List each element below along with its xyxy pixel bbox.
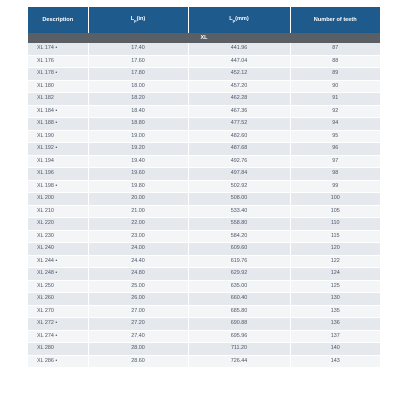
row-teeth: 97 [290, 155, 380, 168]
table-row [28, 218, 380, 231]
table-row [28, 93, 380, 106]
row-teeth: 100 [290, 193, 380, 206]
table-row [28, 130, 380, 143]
row-teeth: 90 [290, 80, 380, 93]
row-teeth: 136 [290, 318, 380, 331]
row-length-mm: 533.40 [188, 205, 290, 218]
row-length-mm: 695.96 [188, 330, 290, 343]
row-description: XL 286 • [28, 355, 88, 368]
row-length-mm: 508.00 [188, 193, 290, 206]
row-description: XL 176 [28, 55, 88, 68]
header-pitch-length-in [88, 7, 188, 33]
group-row [28, 33, 380, 43]
row-length-in: 26.00 [88, 293, 188, 306]
row-length-in: 27.00 [88, 305, 188, 318]
row-description: XL 180 [28, 80, 88, 93]
header-description: Description [28, 7, 88, 33]
row-teeth: 130 [290, 293, 380, 306]
row-length-in: 25.00 [88, 280, 188, 293]
row-description: XL 260 [28, 293, 88, 306]
row-teeth: 94 [290, 118, 380, 131]
row-length-mm: 558.80 [188, 218, 290, 231]
table-row [28, 143, 380, 156]
row-length-in: 28.00 [88, 343, 188, 356]
row-length-in: 28.60 [88, 355, 188, 368]
row-length-in: 24.40 [88, 255, 188, 268]
row-length-in: 19.80 [88, 180, 188, 193]
row-length-mm: 609.60 [188, 243, 290, 256]
row-length-in: 27.40 [88, 330, 188, 343]
row-length-mm: 584.20 [188, 230, 290, 243]
group-label: XL [28, 33, 380, 43]
table-row [28, 55, 380, 68]
row-description: XL 184 • [28, 105, 88, 118]
header-lp-mm-subscript: p [232, 18, 236, 24]
table-row [28, 255, 380, 268]
header-lp-in-letter: L [130, 16, 135, 23]
table-row [28, 168, 380, 181]
row-length-in: 27.20 [88, 318, 188, 331]
table-row [28, 155, 380, 168]
row-length-in: 18.00 [88, 80, 188, 93]
row-teeth: 120 [290, 243, 380, 256]
row-description: XL 192 • [28, 143, 88, 156]
row-length-mm: 635.00 [188, 280, 290, 293]
row-length-mm: 447.04 [188, 55, 290, 68]
table-row [28, 43, 380, 55]
table-row [28, 205, 380, 218]
table-row [28, 105, 380, 118]
table-body [28, 33, 380, 368]
row-length-in: 22.00 [88, 218, 188, 231]
table-row [28, 180, 380, 193]
row-length-in: 17.40 [88, 43, 188, 55]
row-teeth: 98 [290, 168, 380, 181]
row-description: XL 188 • [28, 118, 88, 131]
row-description: XL 280 [28, 343, 88, 356]
row-description: XL 274 • [28, 330, 88, 343]
row-teeth: 137 [290, 330, 380, 343]
row-teeth: 143 [290, 355, 380, 368]
row-description: XL 210 [28, 205, 88, 218]
belt-length-table [28, 7, 380, 368]
row-length-mm: 452.12 [188, 68, 290, 81]
row-length-mm: 629.92 [188, 268, 290, 281]
row-teeth: 135 [290, 305, 380, 318]
row-description: XL 182 [28, 93, 88, 106]
table-row [28, 343, 380, 356]
table-row [28, 193, 380, 206]
row-teeth: 122 [290, 255, 380, 268]
table-row [28, 68, 380, 81]
header-lp-mm-unit: (mm) [235, 16, 249, 23]
row-length-in: 17.80 [88, 68, 188, 81]
row-length-mm: 660.40 [188, 293, 290, 306]
table-row [28, 80, 380, 93]
row-description: XL 178 • [28, 68, 88, 81]
row-description: XL 272 • [28, 318, 88, 331]
row-description: XL 244 • [28, 255, 88, 268]
table-row [28, 118, 380, 131]
table-header [28, 7, 380, 33]
row-teeth: 125 [290, 280, 380, 293]
row-description: XL 174 • [28, 43, 88, 55]
header-lp-mm-letter: L [229, 16, 233, 23]
table-row [28, 318, 380, 331]
row-description: XL 240 [28, 243, 88, 256]
row-teeth: 91 [290, 93, 380, 106]
table-row [28, 330, 380, 343]
row-description: XL 190 [28, 130, 88, 143]
row-length-mm: 487.68 [188, 143, 290, 156]
row-length-in: 19.60 [88, 168, 188, 181]
row-length-mm: 467.36 [188, 105, 290, 118]
row-description: XL 200 [28, 193, 88, 206]
table-row [28, 243, 380, 256]
row-teeth: 92 [290, 105, 380, 118]
row-length-in: 19.40 [88, 155, 188, 168]
header-pitch-length-mm [188, 7, 290, 33]
row-teeth: 88 [290, 55, 380, 68]
row-description: XL 198 • [28, 180, 88, 193]
table-row [28, 293, 380, 306]
row-teeth: 96 [290, 143, 380, 156]
row-length-in: 21.00 [88, 205, 188, 218]
row-length-in: 24.00 [88, 243, 188, 256]
row-length-mm: 482.60 [188, 130, 290, 143]
row-teeth: 99 [290, 180, 380, 193]
row-length-in: 19.00 [88, 130, 188, 143]
row-description: XL 196 [28, 168, 88, 181]
row-teeth: 87 [290, 43, 380, 55]
row-description: XL 194 [28, 155, 88, 168]
row-length-mm: 462.28 [188, 93, 290, 106]
header-lp-in-unit: (in) [136, 16, 146, 23]
row-length-in: 17.60 [88, 55, 188, 68]
row-description: XL 220 [28, 218, 88, 231]
row-length-mm: 690.88 [188, 318, 290, 331]
row-length-in: 18.40 [88, 105, 188, 118]
row-length-mm: 497.84 [188, 168, 290, 181]
row-description: XL 250 [28, 280, 88, 293]
row-length-mm: 477.52 [188, 118, 290, 131]
row-teeth: 110 [290, 218, 380, 231]
header-number-of-teeth: Number of teeth [290, 7, 380, 33]
row-teeth: 124 [290, 268, 380, 281]
row-length-in: 18.80 [88, 118, 188, 131]
row-length-in: 20.00 [88, 193, 188, 206]
row-length-mm: 441.96 [188, 43, 290, 55]
row-teeth: 89 [290, 68, 380, 81]
row-length-mm: 502.92 [188, 180, 290, 193]
row-length-in: 23.00 [88, 230, 188, 243]
table-row [28, 268, 380, 281]
row-length-mm: 457.20 [188, 80, 290, 93]
row-teeth: 140 [290, 343, 380, 356]
row-teeth: 115 [290, 230, 380, 243]
row-length-mm: 711.20 [188, 343, 290, 356]
row-length-in: 19.20 [88, 143, 188, 156]
header-lp-in-subscript: p [134, 18, 137, 24]
table-row [28, 355, 380, 368]
row-teeth: 105 [290, 205, 380, 218]
row-length-mm: 685.80 [188, 305, 290, 318]
table-row [28, 230, 380, 243]
row-description: XL 230 [28, 230, 88, 243]
row-length-mm: 619.76 [188, 255, 290, 268]
row-length-mm: 726.44 [188, 355, 290, 368]
row-description: XL 270 [28, 305, 88, 318]
table-row [28, 280, 380, 293]
row-length-in: 18.20 [88, 93, 188, 106]
row-length-in: 24.80 [88, 268, 188, 281]
row-teeth: 95 [290, 130, 380, 143]
row-length-mm: 492.76 [188, 155, 290, 168]
table-row [28, 305, 380, 318]
row-description: XL 248 • [28, 268, 88, 281]
